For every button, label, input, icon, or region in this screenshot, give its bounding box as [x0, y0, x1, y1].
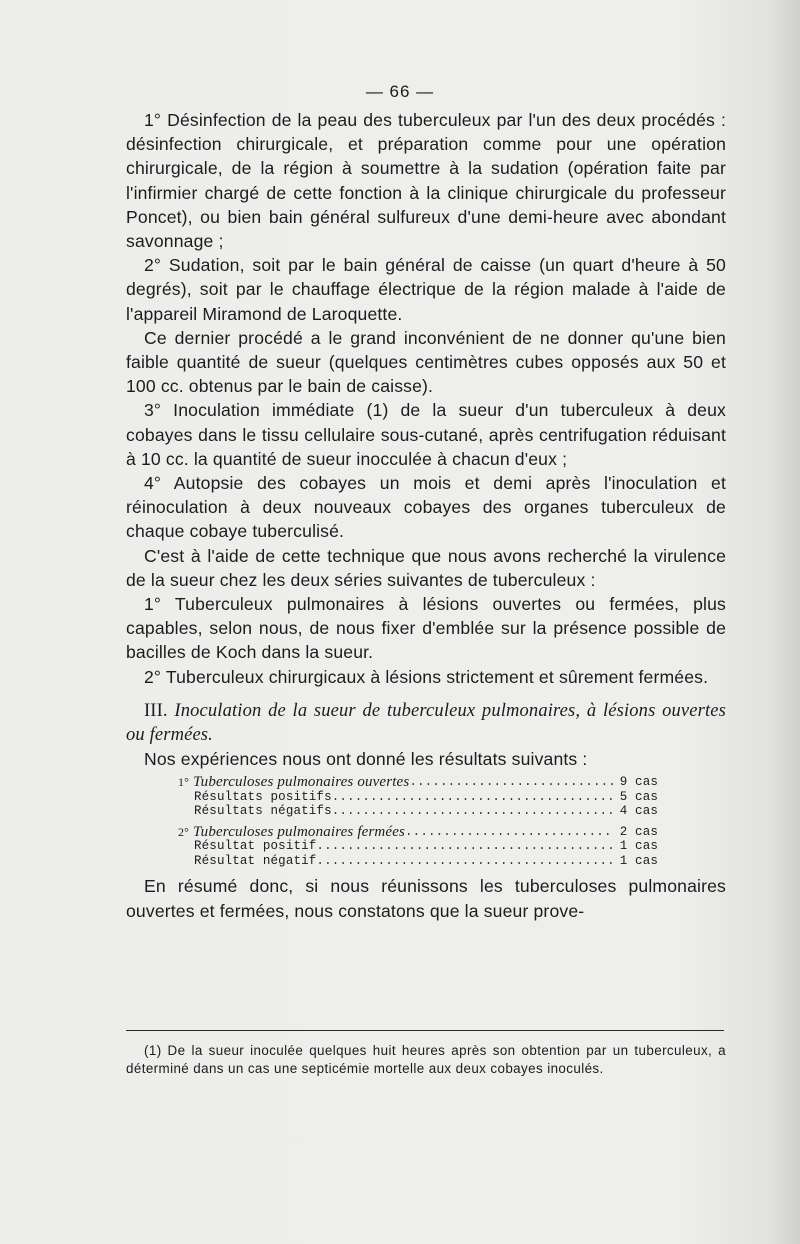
paragraph-series-2: 2° Tuberculeux chirurgicaux à lésions strictement et sûrement fermées.	[144, 666, 709, 687]
result-label: Résultat positif	[194, 839, 317, 854]
section-heading	[126, 699, 726, 747]
paragraph-conclusion: En résumé donc, si nous réunissons les tuberculoses pulmonaires ouvertes et fermées, nous constatons que la sueur prove-	[126, 876, 726, 921]
group-count: 9 cas	[619, 775, 658, 790]
result-label: Résultat négatif	[194, 853, 317, 868]
group-label: Tuberculoses pulmonaires fermées	[193, 823, 406, 840]
result-label: Résultats négatifs	[194, 804, 332, 819]
leader-dots	[332, 804, 614, 819]
leader-dots	[405, 825, 614, 840]
result-count: 5 cas	[619, 789, 658, 804]
leader-dots	[316, 839, 614, 854]
results-row	[178, 775, 658, 790]
paragraph-step-3: 3° Inoculation immédiate (1) de la sueur d'un tuberculeux à deux cobayes dans le tissu cellulaire sous-cutané, après centrifugation réduisant à 10 cc. la quantité de sueur inocculée à chacun d'eux ;	[126, 400, 726, 469]
results-row	[178, 790, 658, 805]
footnote: (1) De la sueur inoculée quelques huit heures après son obtention par un tuberculeux, a déterminé dans un cas une septicémie mortelle aux deux cobayes inoculés.	[126, 1043, 726, 1076]
group-number: 1°	[178, 775, 190, 790]
result-count: 4 cas	[619, 804, 658, 819]
section-title: Inoculation de la sueur de tuberculeux pulmonaires, à lésions ouvertes ou fermées.	[126, 700, 726, 746]
leader-dots	[409, 775, 614, 790]
paragraph-step-2: 2° Sudation, soit par le bain général de caisse (un quart d'heure à 50 degrés), soit par le chauffage électrique de la région malade à l'aide de l'appareil Miramond de Laroquette.	[126, 255, 726, 324]
results-row	[178, 839, 658, 854]
results-row	[178, 854, 658, 869]
result-label: Résultats positifs	[194, 789, 332, 804]
paragraph-technique: C'est à l'aide de cette technique que nous avons recherché la virulence de la sueur chez les deux séries suivantes de tuberculeux :	[126, 545, 726, 590]
results-group-open	[178, 775, 658, 819]
group-label: Tuberculoses pulmonaires ouvertes	[193, 774, 410, 791]
leader-dots	[316, 854, 614, 869]
results-intro: Nos expériences nous ont donné les résultats suivants :	[144, 749, 588, 770]
results-group-closed	[178, 825, 658, 869]
body-text	[126, 108, 726, 923]
leader-dots	[332, 790, 614, 805]
results-table	[178, 775, 658, 868]
paragraph-series-1: 1° Tuberculeux pulmonaires à lésions ouvertes ou fermées, plus capables, selon nous, de nous fixer d'emblée sur la présence possible de bacilles de Koch dans la sueur.	[126, 594, 726, 663]
page-number: — 66 —	[365, 82, 435, 101]
result-count: 1 cas	[619, 839, 658, 854]
group-count: 2 cas	[619, 824, 658, 839]
footnote-divider	[126, 1030, 724, 1031]
section-number: III.	[144, 700, 168, 721]
results-row	[178, 825, 658, 840]
results-row	[178, 804, 658, 819]
paragraph-procedure-note: Ce dernier procédé a le grand inconvénient de ne donner qu'une bien faible quantité de sueur (quelques centimètres cubes opposés aux 50 et 100 cc. obtenus par le bain de caisse).	[126, 327, 726, 397]
paragraph-step-4: 4° Autopsie des cobayes un mois et demi après l'inoculation et réinoculation à deux nouveaux cobayes des organes tuberculeux de chaque cobaye tuberculisé.	[126, 473, 726, 542]
result-count: 1 cas	[619, 853, 658, 868]
group-number: 2°	[178, 824, 190, 839]
paragraph-step-1: 1° Désinfection de la peau des tuberculeux par l'un des deux procédés : désinfection chirurgicale, et préparation comme pour une opération chirurgicale, de la région à soumettre à la sudation (opération faite par l'infirmier chargé de cette fonction à la clinique chirurgicale du professeur Poncet), ou bien bain général sulfureux d'une demi-heure avec abondant savonnage ;	[126, 110, 726, 252]
